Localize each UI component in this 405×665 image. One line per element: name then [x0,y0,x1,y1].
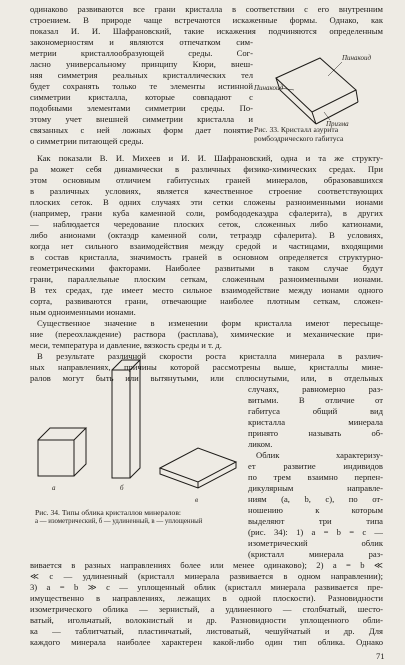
text-line: В результате различной скорости роста кристалла минерала в различ- [37,351,383,361]
text-line: ра может себя динамически в различных физико-химических средах. При [30,164,383,174]
text-line: плоских сеток. В одних случаях эти сетки сложены разноименными ионами [30,197,383,207]
text-line: геометрическими факторами. Наиболее развитыми в таком случае будут [30,263,383,273]
text-line: в состав кристалла, значимость граней в основном определяется структурно- [30,252,383,262]
text-line: строением. В природе чаще встречаются искаженные формы. Однако, как [30,15,383,25]
text-line: либо анионами (октаэдр каменной соли, тетраэдр сфалерита). В условиях, [30,230,383,240]
text-line: 3) a = b ≫ c — уплощенный облик (кристалл минерала развивается пре- [30,582,383,592]
text-line: Облик характеризу- [256,450,383,460]
fig34-label-b: б [120,484,124,492]
text-line: ным одноименными ионами. [30,307,136,317]
text-line: выделяют три типа [248,516,383,526]
figure-34-caption [35,508,240,526]
text-line: ватый, игольчатый, волокнистый и др. Разновидности уплощенного обли- [30,615,383,625]
page-number: 71 [376,651,385,661]
text-line: подобными элементами симметрии среды. По- [30,103,253,113]
text-line: В тех средах, где имеет место сильное взаимодействие между ионами одного [30,285,383,295]
cube-isometric [38,428,86,476]
text-line: — наблюдается чередование плоских сеток, сложенных либо катионами, [30,219,383,229]
text-line: ние (переохлаждение) раствора (расплава), химические и механические при- [30,329,383,339]
fig33-label-prism: Призма [326,120,349,128]
prism-elongated [112,360,140,478]
figure-34-habit-types [30,330,240,508]
text-line: габитуса общий вид [248,406,383,416]
text-line: дикулярным направле- [248,483,383,493]
text-line: меси, температура и давление, вязкость среды и т. д. [30,340,222,350]
text-line: кристалла минерала [248,417,383,427]
text-line: в различных условиях, является качественное строение соответствующих [30,186,383,196]
figure-33-azurite-crystal [254,50,384,128]
figure-34-caption-legend: а — изометрический, б — удлиненный, в — уплощенный [35,518,203,525]
text-line: имущественно в направлениях, лежащих в одной плоскости). Разновидности [30,593,383,603]
text-line: когда нет сильного взаимодействия между средой и частицами, входящими [30,241,383,251]
fig34-label-v: в [195,496,199,504]
text-line: грани, параллельные плоским сеткам, сложенным разноименными ионами. [30,274,383,284]
text-line: ет развитие индивидов [248,461,383,471]
text-line: ка — таблитчатый, пластинчатый, листоватый, чешуйчатый и др. Для [30,626,383,636]
text-line: ношению к которым [248,505,383,515]
text-line: няя симметрия реальных кристаллических тел [30,70,253,80]
text-line: случаях, равномерно раз- [248,384,383,394]
text-line: Как показали В. И. Михеев и И. И. Шафрановский, одна и та же структу- [37,153,383,163]
figure-33-caption: Рис. 33. Кристалл азурита ромбоэдрического габитуса [254,125,344,143]
text-line: вивается в разных направлениях более или менее одинаково); 2) a = b ≪ [30,560,383,570]
text-line: ласно универсальному принципу Кюри, внеш- [30,59,253,69]
text-line: по трем взаимно перпен- [248,472,383,482]
text-line: ралов могут быть или вытянутыми, или сплюснутыми, или, в отдельных [30,373,383,383]
text-line: ниям (a, b, c), по от- [248,494,383,504]
fig34-label-a: a [52,484,56,492]
text-line: изометрического облика — зернистый, а удлиненного — столбчатый, шесто- [30,604,383,614]
text-line: этому учет внешней симметрии кристалла и [30,114,253,124]
fig33-label-pinacoid: Пинакоид [342,54,372,62]
text-line: связанных с ней ложных форм дает понятие [30,125,253,135]
text-line: принято называть об- [248,428,383,438]
text-line: показал И. И. Шафрановский, такие искажения подчиняются определенным [30,26,383,36]
text-line: (например, грани куба каменной соли, ромбододекаэдра сфалерита), в других [30,208,383,218]
text-line: витыми. В отличие от [248,395,383,405]
text-line: этом основным отличием габитусных граней минералов, образовавшихся [30,175,383,185]
text-line: (кристалл минерала раз- [248,549,383,559]
text-line: изометрический облик [248,538,383,548]
fig33-label-pinacoid: Пинакоид [254,84,284,92]
figure-34-caption-title: Рис. 34. Типы облика кристаллов минералов: [35,508,182,517]
text-line: сорта, развиваются грани, отвечающие наиболее плотным сеткам, сложен- [30,296,383,306]
text-line: о симметрии питающей среды. [30,136,144,146]
text-line: (рис. 34): 1) a = b = c — [248,527,383,537]
text-line: закономерностям и являются отпечатком сим- [30,37,253,47]
text-line: ных направлениях, причины которой рассмотрены выше, кристаллы мине- [30,362,383,372]
text-line: симметрии кристалла, которые совпадают с [30,92,253,102]
text-line: ликом. [248,439,273,449]
text-line: будет сохранять только те элементы истинной [30,81,253,91]
text-line: Существенное значение в изменении форм кристалла имеют пересыще- [37,318,383,328]
text-line: одинаково развиваются все грани кристалла в соответствии с его внутренним [30,4,383,14]
text-line: метрии кристаллообразующей среды. Сог- [30,48,253,58]
text-line: ≪ c — удлиненный (кристалл минерала развивается в одном направлении); [30,571,383,581]
plate-flattened [160,448,236,488]
text-line: каждого минерала наиболее характерен какой-либо один тип облика. Однако [30,637,383,647]
